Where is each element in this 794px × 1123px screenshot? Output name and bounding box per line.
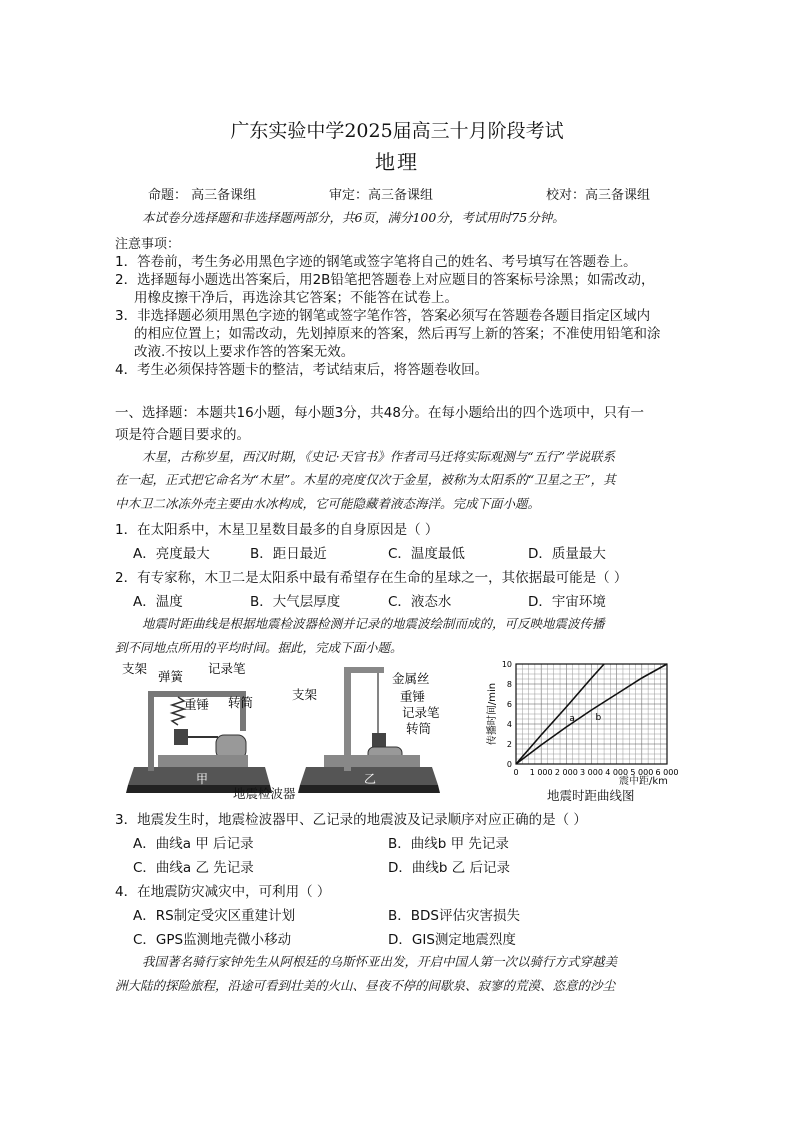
- option-d: D．宇宙环境: [528, 594, 606, 610]
- chart-ticks: [502, 660, 679, 777]
- option-b: B．距日最近: [250, 546, 327, 562]
- chart-caption: 地震时距曲线图: [547, 788, 635, 803]
- y-tick-label: 0: [506, 760, 512, 769]
- label-support-yi: 支架: [292, 687, 318, 702]
- y-tick-label: 4: [506, 720, 512, 729]
- passage-line: 木星，古称岁星，西汉时期，《史记·天官书》作者司马迁将实际观测与“五行”学说联系: [142, 449, 616, 464]
- label-pen-yi: 记录笔: [402, 705, 440, 720]
- note-item: 1．答卷前，考生务必用黑色字迹的钢笔或签字笔将自己的姓名、考号填写在答题卷上。: [115, 254, 637, 270]
- label-spring-jia: 弹簧: [158, 669, 184, 684]
- series-label-b: b: [595, 713, 602, 723]
- note-item: 的相应位置上；如需改动，先划掉原来的答案，然后再写上新的答案；不准使用铅笔和涂: [134, 326, 661, 342]
- exam-title: 广东实验中学2025届高三十月阶段考试: [230, 120, 564, 142]
- y-tick-label: 8: [506, 680, 512, 689]
- y-axis-label: 传播时间/min: [487, 682, 498, 746]
- passage-line: 洲大陆的探险旅程，沿途可看到壮美的火山、昼夜不停的间歇泉、寂寥的荒漠、恣意的沙尘: [115, 978, 616, 993]
- note-item: 2．选择题每小题选出答案后，用2B铅笔把答题卷上对应题目的答案标号涂黑；如需改动，: [115, 272, 655, 288]
- option-c: C．曲线a 乙 先记录: [133, 860, 254, 876]
- option-d: D．GIS测定地震烈度: [388, 932, 516, 948]
- note-item: 3．非选择题必须用黑色字迹的钢笔或签字笔作答，答案必须写在答题卷各题目指定区域内: [115, 308, 651, 324]
- y-tick-label: 6: [506, 700, 512, 709]
- question-stem: 3．地震发生时，地震检波器甲、乙记录的地震波及记录顺序对应正确的是（ ）: [115, 812, 587, 828]
- option-d: D．曲线b 乙 后记录: [388, 860, 511, 876]
- x-tick-label: 4 000: [605, 768, 629, 777]
- label-support-jia: 支架: [122, 661, 148, 676]
- passage-line: 地震时距曲线是根据地震检波器检测并记录的地震波绘制而成的，可反映地震波传播: [142, 616, 605, 631]
- section-heading-cont: 项是符合题目要求的。: [115, 427, 250, 443]
- option-a: A．温度: [133, 594, 183, 610]
- x-axis-label: 震中距/km: [619, 776, 668, 787]
- writer-credit: 命题： 高三备课组: [148, 188, 257, 203]
- label-hammer-jia: 重锤: [184, 697, 210, 712]
- x-tick-label: 2 000: [554, 768, 578, 777]
- option-b: B．BDS评估灾害损失: [388, 908, 520, 924]
- label-pen-jia: 记录笔: [208, 661, 246, 676]
- label-name-jia: 甲: [196, 772, 209, 786]
- proofreader-credit: 校对：高三备课组: [546, 188, 651, 203]
- exam-intro: 本试卷分选择题和非选择题两部分，共6页，满分100分，考试用时75分钟。: [142, 210, 565, 225]
- x-tick-label: 1 000: [529, 768, 553, 777]
- series-label-a: a: [569, 714, 575, 724]
- option-a: A．亮度最大: [133, 546, 210, 562]
- label-hammer-yi: 重锤: [400, 689, 426, 704]
- option-d: D．质量最大: [528, 546, 606, 562]
- question-stem: 4．在地震防灾减灾中，可利用（ ）: [115, 884, 331, 900]
- x-tick-label: 6 000: [655, 768, 679, 777]
- y-tick-label: 10: [501, 660, 512, 669]
- section-heading: 一、选择题：本题共16小题，每小题3分，共48分。在每小题给出的四个选项中，只有一: [115, 405, 644, 421]
- subject-title: 地理: [375, 150, 419, 174]
- seismometer-figure: [120, 655, 490, 805]
- option-c: C．GPS监测地壳微小移动: [133, 932, 292, 948]
- label-drum-yi: 转筒: [406, 721, 432, 736]
- note-item: 改液.不按以上要求作答的答案无效。: [134, 344, 355, 360]
- option-a: A．RS制定受灾区重建计划: [133, 908, 296, 924]
- x-tick-label: 0: [513, 768, 519, 777]
- question-stem: 1．在太阳系中，木星卫星数目最多的自身原因是（ ）: [115, 522, 439, 538]
- passage-line: 到不同地点所用的平均时间。据此，完成下面小题。: [115, 640, 403, 655]
- travel-time-chart: [482, 654, 682, 786]
- passage-line: 在一起，正式把它命名为“木星”。木星的亮度仅次于金星，被称为太阳系的“卫星之王”，其: [115, 472, 616, 487]
- x-tick-label: 3 000: [580, 768, 603, 777]
- note-item: 4．考生必须保持答题卡的整洁，考试结束后，将答题卷收回。: [115, 362, 489, 378]
- option-c: C．液态水: [388, 594, 452, 610]
- label-wire-yi: 金属丝: [392, 671, 430, 686]
- option-a: A．曲线a 甲 后记录: [133, 836, 254, 852]
- y-tick-label: 2: [506, 740, 512, 749]
- option-b: B．大气层厚度: [250, 594, 341, 610]
- label-name-yi: 乙: [364, 772, 377, 786]
- passage-line: 我国著名骑行家钟先生从阿根廷的乌斯怀亚出发，开启中国人第一次以骑行方式穿越美: [142, 954, 618, 969]
- x-tick-label: 5 000: [630, 768, 654, 777]
- notes-heading: 注意事项：: [115, 237, 181, 252]
- passage-line: 中木卫二冰冻外壳主要由水冰构成，它可能隐藏着液态海洋。完成下面小题。: [115, 496, 541, 511]
- option-b: B．曲线b 甲 先记录: [388, 836, 509, 852]
- label-drum-jia: 转筒: [228, 695, 254, 710]
- reviewer-credit: 审定：高三备课组: [329, 188, 434, 203]
- option-c: C．温度最低: [388, 546, 465, 562]
- figure-caption: 地震检波器: [233, 786, 296, 801]
- question-stem: 2．有专家称，木卫二是太阳系中最有希望存在生命的星球之一，其依据最可能是（ ）: [115, 570, 628, 586]
- note-item: 用橡皮擦干净后，再选涂其它答案；不能答在试卷上。: [134, 290, 458, 306]
